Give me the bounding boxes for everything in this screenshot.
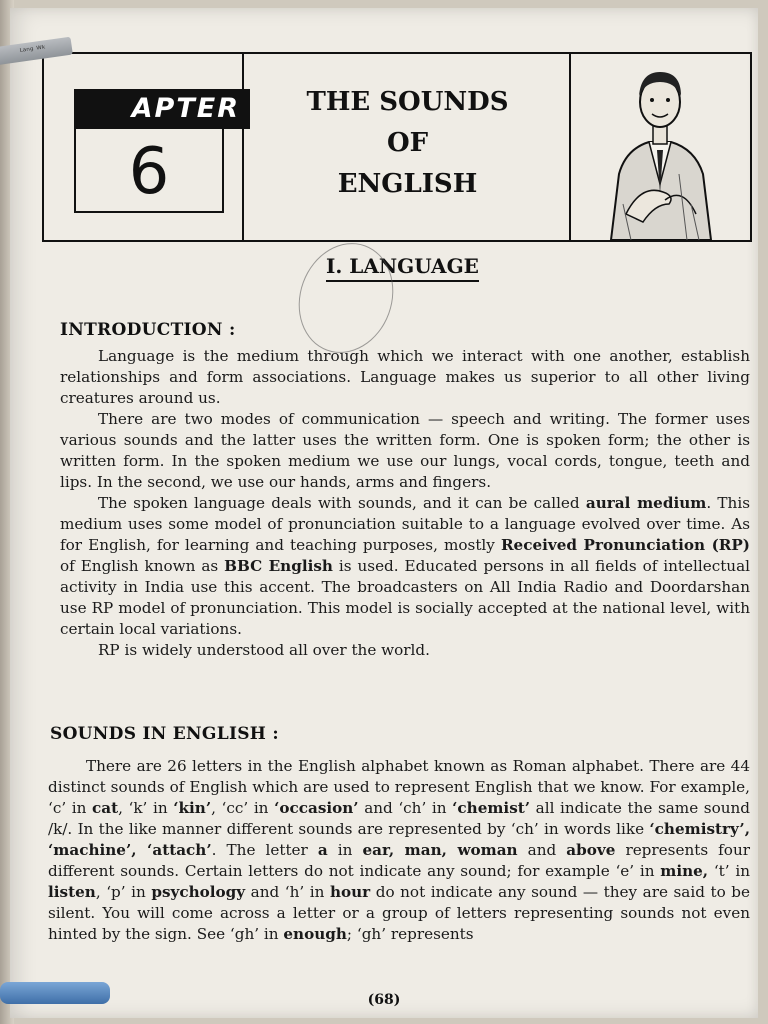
s-text-13: do not indicate any sound — they are said to be silent. You will come across a letter or a group of letters representing sounds not even hinted by the sign. See ‘gh’ in	[48, 883, 750, 943]
letter-a: a	[317, 841, 328, 859]
chapter-badge-cell	[44, 54, 244, 240]
intro-paragraph-1: Language is the medium through which we interact with one another, establish relationships and form associations. Language makes us superior to all other living creatures around us.	[60, 347, 750, 407]
word-above: above	[566, 841, 616, 859]
speaker-illustration	[571, 54, 750, 240]
s-text-1: There are 26 letters in the English alphabet known as Roman alphabet. There are 44 distinct sounds of English which are used to represent English that we know. For example, ‘c’ in	[48, 757, 750, 817]
sounds-paragraph	[48, 756, 750, 945]
word-occasion: ‘occasion’	[274, 799, 359, 817]
words-ch-examples: ‘chemistry’, ‘machine’, ‘attach’	[48, 820, 750, 859]
intro-paragraph-3	[60, 493, 750, 640]
sounds-text	[48, 756, 750, 945]
s-text-12: and ‘h’ in	[245, 883, 330, 901]
word-hour: hour	[329, 883, 371, 901]
s-text-5: all indicate the same sound /k/. In the like manner different sounds are represented by ‘ch’ in words like	[48, 799, 750, 838]
word-chemist: ‘chemist’	[452, 799, 531, 817]
word-kin: ‘kin’	[173, 799, 212, 817]
p3-text-4: is used. Educated persons in all fields of intellectual activity in India use this accent. The broadcasters on All India Radio and Doordarshan use RP model of pronunciation. This model is socially accepted at the national level, with certain local variations.	[60, 557, 751, 638]
tape-handwriting: ᴸᵃⁿᵍ ᵂᵏ	[19, 44, 47, 58]
intro-paragraph-4: RP is widely understood all over the world.	[98, 641, 430, 659]
speaker-illustration-cell	[571, 54, 750, 240]
s-text-3: , ‘cc’ in	[211, 799, 275, 817]
word-listen: listen	[48, 883, 96, 901]
p3-text-3: of English known as	[60, 557, 225, 575]
chapter-title	[244, 82, 571, 205]
intro-text	[60, 346, 750, 661]
chapter-title-line-2: OF	[386, 128, 429, 158]
word-cat: cat	[92, 799, 119, 817]
term-aural-medium: aural medium	[585, 494, 707, 512]
term-bbc-english: BBC English	[224, 557, 333, 575]
chapter-label: APTER	[74, 89, 250, 129]
s-text-2: , ‘k’ in	[118, 799, 174, 817]
word-mine: mine,	[660, 862, 709, 880]
intro-heading: INTRODUCTION :	[60, 320, 236, 340]
word-psychology: psychology	[151, 883, 246, 901]
word-enough: enough	[283, 925, 347, 943]
chapter-title-line-3: ENGLISH	[337, 169, 478, 199]
s-text-4: and ‘ch’ in	[358, 799, 453, 817]
s-text-14: ; ‘gh’ represents	[346, 925, 474, 943]
page-number: (68)	[367, 992, 401, 1008]
sounds-heading: SOUNDS IN ENGLISH :	[50, 724, 279, 744]
chapter-title-cell	[244, 54, 571, 240]
s-text-7: in	[327, 841, 363, 859]
p3-text-1: The spoken language deals with sounds, and it can be called	[98, 494, 586, 512]
chapter-number: 6	[74, 129, 224, 213]
intro-paragraph-2: There are two modes of communication — speech and writing. The former uses various sounds and the latter uses the written form. One is spoken form; the other is written form. In the spoken medium we use our lungs, vocal cords, tongue, teeth and lips. In the second, we use our hands, arms and fingers.	[60, 410, 750, 491]
section-title: I. LANGUAGE	[326, 254, 479, 282]
words-a-examples: ear, man, woman	[362, 841, 518, 859]
s-text-10: ‘t’ in	[708, 862, 750, 880]
s-text-11: , ‘p’ in	[95, 883, 152, 901]
term-rp: Received Pronunciation (RP)	[500, 536, 750, 554]
s-text-8: and	[517, 841, 567, 859]
chapter-title-line-1: THE SOUNDS	[306, 87, 509, 117]
chapter-header	[42, 52, 752, 242]
s-text-9: represents four different sounds. Certain letters do not indicate any sound; for example ‘e’ in	[48, 841, 750, 880]
p3-text-2: . This medium uses some model of pronunciation suitable to a language evolved over time. As for English, for learning and teaching purposes, mostly	[60, 494, 750, 554]
s-text-6: . The letter	[211, 841, 318, 859]
